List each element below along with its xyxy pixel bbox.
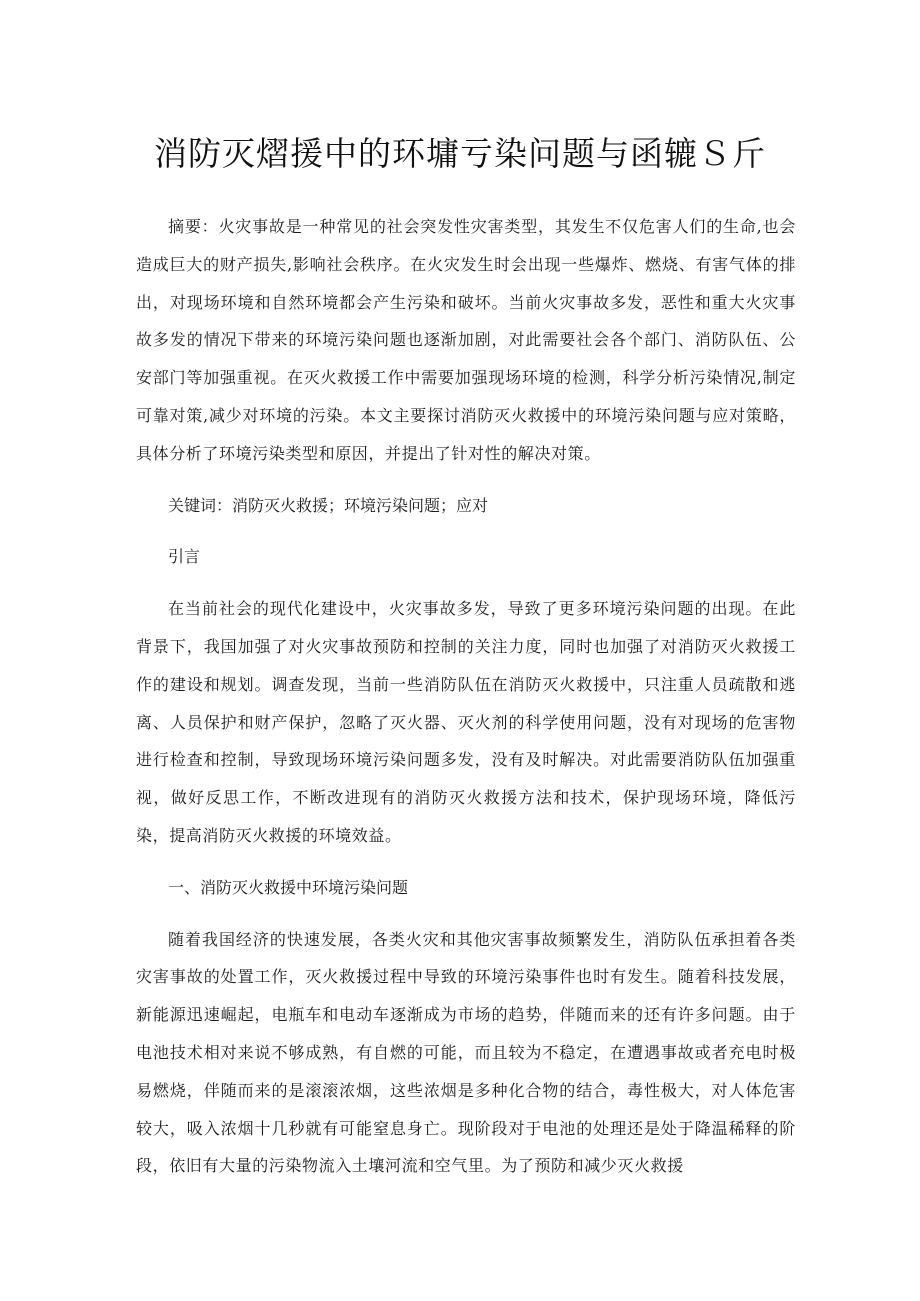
intro-paragraph: 在当前社会的现代化建设中，火灾事故多发，导致了更多环境污染问题的出现。在此背景下，我国加强了对火灾事故预防和控制的关注力度，同时也加强了对消防灭火救援工作的建设和规划。调查发现，当前一些消防队伍在消防灭火救援中，只注重人员疏散和逃离、人员保护和财产保护，忽略了灭火器、灭火剂的科学使用问题，没有对现场的危害物进行检查和控制，导致现场环境污染问题多发，没有及时解决。对此需要消防队伍加强重视，做好反思工作，不断改进现有的消防灭火救援方法和技术，保护现场环境，降低污染，提高消防灭火救援的环境效益。: [136, 599, 796, 845]
abstract-paragraph: 摘要：火灾事故是一种常见的社会突发性灾害类型，其发生不仅危害人们的生命,也会造成巨大的财产损失,影响社会秩序。在火灾发生时会出现一些爆炸、燃烧、有害气体的排出，对现场环境和自然环境都会产生污染和破坏。当前火灾事故多发，恶性和重大火灾事故多发的情况下带来的环境污染问题也逐渐加剧，对此需要社会各个部门、消防队伍、公安部门等加强重视。在灭火救援工作中需要加强现场环境的检测，科学分析污染情况,制定可靠对策,减少对环境的污染。本文主要探讨消防灭火救援中的环境污染问题与应对策略，具体分析了环境污染类型和原因，并提出了针对性的解决对策。: [136, 217, 796, 463]
section-1-heading: 一、消防灭火救援中环境污染问题: [168, 877, 409, 897]
intro-heading: 引言: [168, 547, 201, 567]
document-body: [136, 208, 796, 1185]
keywords-line: 关键词：消防灭火救援；环境污染问题；应对: [168, 495, 489, 515]
document-title: 消防灭熠援中的环墉亏染问题与函辘Ｓ斤: [154, 134, 766, 173]
section-1-paragraph: 随着我国经济的快速发展，各类火灾和其他灾害事故频繁发生，消防队伍承担着各类灾害事故的处置工作，灭火救援过程中导致的环境污染事件也时有发生。随着科技发展，新能源迅速崛起，电瓶车和电动车逐渐成为市场的趋势，伴随而来的还有许多问题。由于电池技术相对来说不够成熟，有自燃的可能，而且较为不稳定，在遭遇事故或者充电时极易燃烧，伴随而来的是滚滚浓烟，这些浓烟是多种化合物的结合，毒性极大，对人体危害较大，吸入浓烟十几秒就有可能窒息身亡。现阶段对于电池的处理还是处于降温稀释的阶段，依旧有大量的污染物流入土壤河流和空气里。为了预防和减少灭火救援: [136, 929, 796, 1176]
